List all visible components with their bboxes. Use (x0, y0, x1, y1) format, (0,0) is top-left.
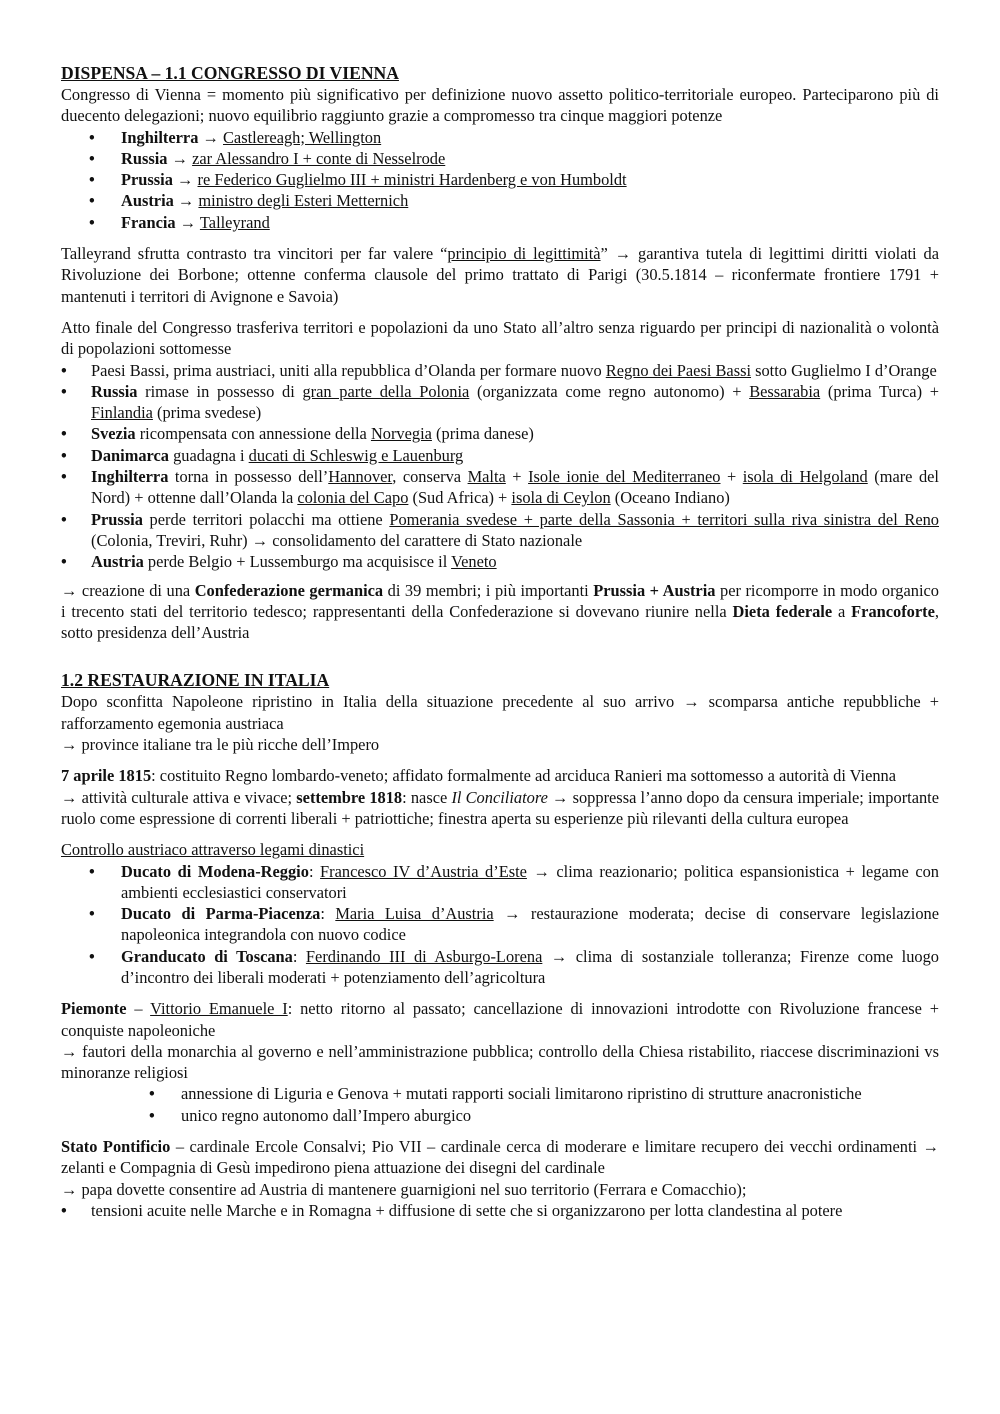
conciliatore-paragraph: → attività culturale attiva e vivace; settembre 1818: nasce Il Conciliatore → soppressa l’anno dopo da censura imperiale; importante ruolo come espressione di correnti liberali + patriottiche; finestra aperta su esperienze più rilevanti della cultura europea (61, 787, 940, 828)
duchies-list (61, 861, 939, 989)
papa-paragraph: → papa dovette consentire ad Austria di mantenere guarnigioni nel suo territorio (Ferrara e Comacchio); (61, 1179, 747, 1199)
restaurazione-paragraph: Dopo sconfitta Napoleone ripristino in Italia della situazione precedente al suo arrivo → scomparsa antiche repubbliche + rafforzamento egemonia austriaca (61, 692, 939, 733)
list-item: • annessione di Liguria e Genova + mutati rapporti sociali limitarono ripristino di strutture anacronistiche (61, 1083, 939, 1104)
list-item: • Austria perde Belgio + Lussemburgo ma acquisisce il Veneto (61, 551, 939, 572)
controllo-heading: Controllo austriaco attraverso legami dinastici (61, 840, 365, 860)
piemonte-paragraph: Piemonte – Vittorio Emanuele I: netto ritorno al passato; cancellazione di innovazioni introdotte con Rivoluzione francese + conquiste napoleoniche (61, 999, 939, 1040)
list-item: • Russia → zar Alessandro I + conte di Nesselrode (61, 148, 939, 169)
list-item: • Svezia ricompensata con annessione della Norvegia (prima danese) (61, 423, 939, 444)
list-item: • Russia rimase in possesso di gran parte della Polonia (organizzata come regno autonomo) + Bessarabia (prima Turca) + Finlandia (prima svedese) (61, 381, 939, 424)
list-item: • unico regno autonomo dall’Impero aburgico (61, 1105, 939, 1126)
stato-pontificio-paragraph: Stato Pontificio – cardinale Ercole Consalvi; Pio VII – cardinale cerca di moderare e limitare recupero dei vecchi ordinamenti → zelanti e Compagnia di Gesù impedirono piena attuazione dei disegni del cardinale (61, 1137, 939, 1178)
atto-finale-paragraph: Atto finale del Congresso trasferiva territori e popolazioni da uno Stato all’altro senza riguardo per principi di nazionalità o volontà di popolazioni sottomesse (61, 317, 939, 359)
list-item: • Inghilterra torna in possesso dell’Hannover, conserva Malta + Isole ionie del Mediterraneo + isola di Helgoland (mare del Nord) + ottenne dall’Olanda la colonia del Capo (Sud Africa) + isola di Ceylon (Oceano Indiano) (61, 466, 939, 509)
list-item: • Prussia → re Federico Guglielmo III + ministri Hardenberg e von Humboldt (61, 169, 939, 190)
piemonte-list (61, 1083, 939, 1126)
fautori-paragraph: → fautori della monarchia al governo e nell’amministrazione pubblica; controllo della Chiesa ristabilito, riaccese discriminazioni vs minoranze religiosi (61, 1041, 939, 1083)
list-item: • Ducato di Parma-Piacenza: Maria Luisa d’Austria → restaurazione moderata; decise di conservare legislazione napoleonica integrandola con nuovo codice (61, 903, 939, 946)
list-item: • Danimarca guadagna i ducati di Schleswig e Lauenburg (61, 445, 939, 466)
section-title-restaurazione: 1.2 RESTAURAZIONE IN ITALIA (61, 670, 330, 691)
section-title-congresso: DISPENSA – 1.1 CONGRESSO DI VIENNA (61, 63, 399, 83)
tensioni-list (61, 1200, 939, 1221)
lombardo-veneto-paragraph: 7 aprile 1815: costituito Regno lombardo-veneto; affidato formalmente ad arciduca Ranieri ma sottomesso a autorità di Vienna (61, 766, 897, 786)
list-item: • Ducato di Modena-Reggio: Francesco IV d’Austria d’Este → clima reazionario; politica espansionistica + legame con ambienti ecclesiastici conservatori (61, 861, 939, 904)
territories-list (61, 360, 939, 573)
confederazione-paragraph: → creazione di una Confederazione germanica di 39 membri; i più importanti Prussia + Austria per ricomporre in modo organico i trecento stati del territorio tedesco; rappresentanti della Confederazione si dovevano riunire nella Dieta federale a Francoforte, sotto presidenza dell’Austria (61, 580, 939, 643)
list-item: • Paesi Bassi, prima austriaci, uniti alla repubblica d’Olanda per formare nuovo Regno dei Paesi Bassi sotto Guglielmo I d’Orange (61, 360, 939, 381)
province-paragraph: → province italiane tra le più ricche dell’Impero (61, 735, 380, 755)
list-item: • Granducato di Toscana: Ferdinando III di Asburgo-Lorena → clima di sostanziale tolleranza; Firenze come luogo d’incontro dei liberali moderati + potenziamento dell’agricoltura (61, 946, 939, 989)
list-item: • Prussia perde territori polacchi ma ottiene Pomerania svedese + parte della Sassonia + territori sulla riva sinistra del Reno (Colonia, Treviri, Ruhr) → consolidamento del carattere di Stato nazionale (61, 509, 939, 552)
intro-paragraph: Congresso di Vienna = momento più significativo per definizione nuovo assetto politico-territoriale europeo. Parteciparono più di duecento delegazioni; nuovo equilibrio raggiunto grazie a compromesso tra cinque maggiori potenze (61, 85, 939, 126)
list-item: • tensioni acuite nelle Marche e in Romagna + diffusione di sette che si organizzarono per lotta clandestina al potere (61, 1200, 939, 1221)
list-item: • Inghilterra → Castlereagh; Wellington (61, 127, 939, 148)
list-item: • Francia → Talleyrand (61, 212, 939, 233)
talleyrand-paragraph: Talleyrand sfrutta contrasto tra vincitori per far valere “principio di legittimità” → garantiva tutela di legittimi diritti violati da Rivoluzione dei Borbone; ottenne conferma clausole del primo trattato di Parigi (30.5.1814 – riconfermate frontiere 1791 + mantenuti i territori di Avignone e Savoia) (61, 244, 939, 306)
list-item: • Austria → ministro degli Esteri Metternich (61, 190, 939, 211)
powers-list (61, 127, 939, 233)
document-page (61, 62, 939, 1221)
